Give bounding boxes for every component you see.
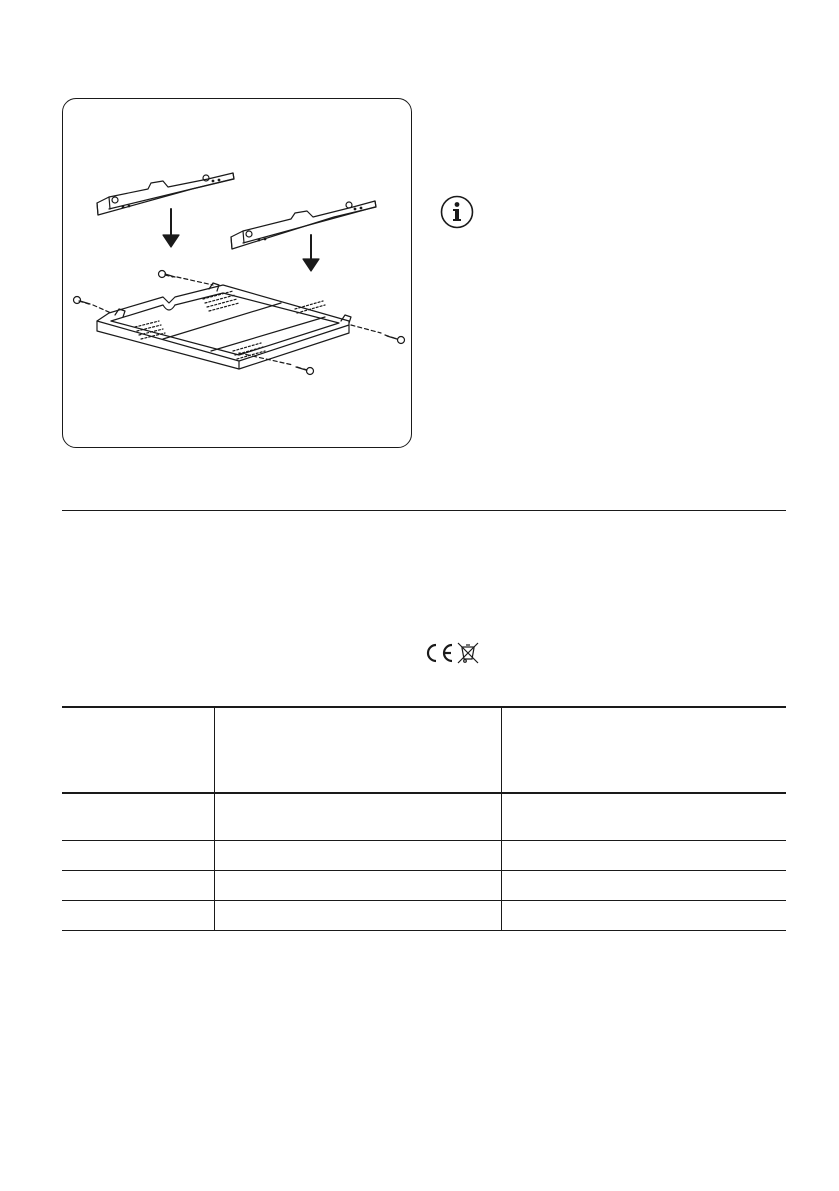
table-header-row [62, 707, 786, 793]
weee-crossed-bin-icon [458, 643, 478, 663]
table-cell [215, 871, 502, 901]
section-divider [62, 510, 786, 511]
table-row [62, 793, 786, 841]
table-row [62, 841, 786, 871]
table-cell [502, 871, 787, 901]
table-cell [215, 793, 502, 841]
table-cell [62, 871, 215, 901]
specification-table [62, 706, 786, 931]
down-arrows [163, 209, 319, 271]
compliance-marks [422, 641, 482, 665]
left-bracket [97, 173, 234, 215]
assembly-diagram-icon [63, 99, 413, 449]
table-cell [62, 901, 215, 931]
table-cell [215, 841, 502, 871]
table-cell [502, 901, 787, 931]
ce-mark-icon [428, 645, 452, 661]
table-row [62, 871, 786, 901]
table-cell [215, 901, 502, 931]
tray [97, 283, 351, 369]
table-cell [62, 841, 215, 871]
table-cell [215, 707, 502, 793]
table-cell [502, 707, 787, 793]
right-bracket [231, 201, 376, 249]
assembly-illustration [62, 98, 412, 448]
table-cell [502, 841, 787, 871]
table-row [62, 901, 786, 931]
info-icon [440, 195, 474, 229]
table-cell [502, 793, 787, 841]
table-cell [62, 793, 215, 841]
table-cell [62, 707, 215, 793]
